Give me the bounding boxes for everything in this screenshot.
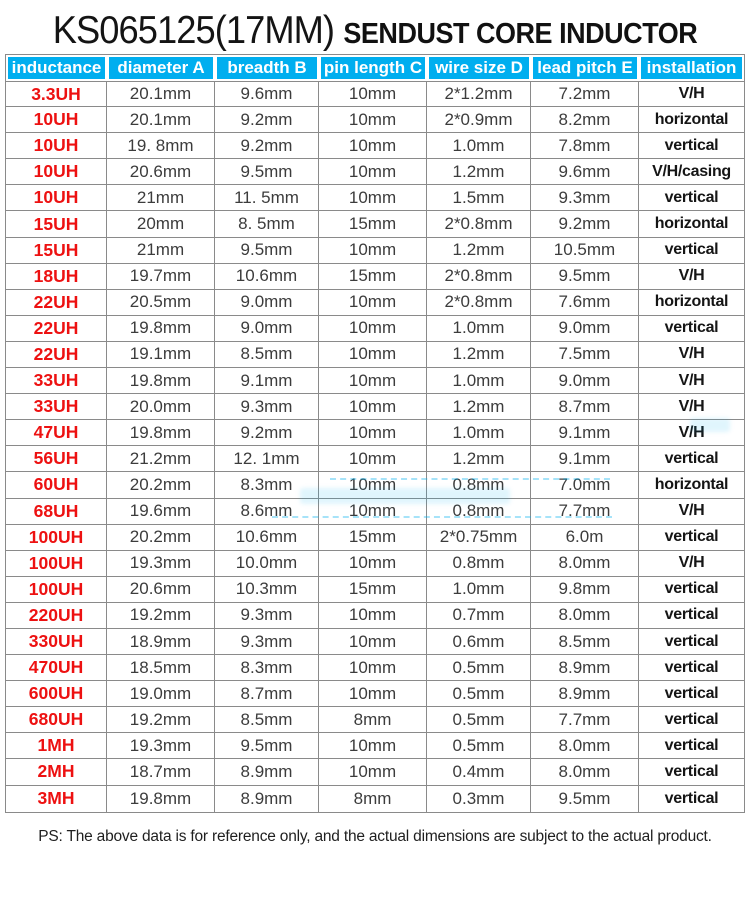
cell-pin-length: 10mm <box>319 446 427 472</box>
cell-diameter: 21mm <box>107 185 215 211</box>
cell-wire-size: 0.8mm <box>427 551 531 577</box>
cell-pin-length: 8mm <box>319 707 427 733</box>
table-row <box>6 342 744 368</box>
cell-pin-length: 10mm <box>319 551 427 577</box>
cell-diameter: 19.0mm <box>107 681 215 707</box>
cell-pin-length: 10mm <box>319 681 427 707</box>
cell-inductance: 10UH <box>6 159 107 185</box>
cell-diameter: 20.2mm <box>107 472 215 498</box>
cell-diameter: 20.2mm <box>107 525 215 551</box>
spec-table-header <box>6 55 744 81</box>
cell-inductance: 22UH <box>6 290 107 316</box>
cell-wire-size: 2*0.8mm <box>427 264 531 290</box>
cell-breadth: 9.3mm <box>215 603 319 629</box>
cell-wire-size: 1.5mm <box>427 185 531 211</box>
cell-lead-pitch: 9.1mm <box>531 420 639 446</box>
cell-diameter: 20mm <box>107 211 215 237</box>
cell-pin-length: 15mm <box>319 211 427 237</box>
cell-inductance: 330UH <box>6 629 107 655</box>
cell-installation: horizontal <box>639 211 744 237</box>
cell-pin-length: 8mm <box>319 786 427 812</box>
cell-lead-pitch: 7.6mm <box>531 290 639 316</box>
cell-wire-size: 0.5mm <box>427 681 531 707</box>
cell-inductance: 60UH <box>6 472 107 498</box>
cell-installation: V/H <box>639 551 744 577</box>
cell-wire-size: 0.8mm <box>427 472 531 498</box>
cell-lead-pitch: 8.0mm <box>531 733 639 759</box>
cell-wire-size: 2*0.8mm <box>427 211 531 237</box>
cell-lead-pitch: 7.7mm <box>531 499 639 525</box>
table-row <box>6 603 744 629</box>
cell-inductance: 18UH <box>6 264 107 290</box>
cell-inductance: 47UH <box>6 420 107 446</box>
cell-lead-pitch: 8.5mm <box>531 629 639 655</box>
product-model: KS065125(17MM) <box>52 9 335 52</box>
cell-diameter: 19. 8mm <box>107 133 215 159</box>
header-cell-installation: installation <box>639 55 744 81</box>
cell-lead-pitch: 7.8mm <box>531 133 639 159</box>
cell-installation: vertical <box>639 655 744 681</box>
cell-installation: vertical <box>639 733 744 759</box>
cell-lead-pitch: 8.0mm <box>531 551 639 577</box>
cell-wire-size: 2*0.8mm <box>427 290 531 316</box>
table-row <box>6 420 744 446</box>
cell-inductance: 10UH <box>6 107 107 133</box>
cell-installation: vertical <box>639 629 744 655</box>
cell-installation: vertical <box>639 603 744 629</box>
cell-wire-size: 0.8mm <box>427 499 531 525</box>
cell-wire-size: 0.6mm <box>427 629 531 655</box>
cell-wire-size: 0.5mm <box>427 655 531 681</box>
cell-lead-pitch: 8.2mm <box>531 107 639 133</box>
cell-diameter: 18.9mm <box>107 629 215 655</box>
cell-wire-size: 0.7mm <box>427 603 531 629</box>
table-row <box>6 238 744 264</box>
cell-breadth: 10.3mm <box>215 577 319 603</box>
header-row <box>6 55 744 81</box>
cell-diameter: 20.1mm <box>107 81 215 107</box>
cell-breadth: 9.5mm <box>215 733 319 759</box>
cell-wire-size: 1.2mm <box>427 446 531 472</box>
cell-inductance: 10UH <box>6 133 107 159</box>
cell-pin-length: 15mm <box>319 577 427 603</box>
table-row <box>6 394 744 420</box>
cell-breadth: 8.9mm <box>215 759 319 785</box>
cell-inductance: 22UH <box>6 342 107 368</box>
cell-pin-length: 10mm <box>319 472 427 498</box>
cell-pin-length: 15mm <box>319 264 427 290</box>
cell-pin-length: 10mm <box>319 603 427 629</box>
cell-breadth: 9.6mm <box>215 81 319 107</box>
cell-inductance: 15UH <box>6 211 107 237</box>
cell-breadth: 8.3mm <box>215 655 319 681</box>
cell-breadth: 8. 5mm <box>215 211 319 237</box>
cell-diameter: 20.6mm <box>107 159 215 185</box>
cell-diameter: 19.2mm <box>107 603 215 629</box>
cell-diameter: 19.7mm <box>107 264 215 290</box>
cell-diameter: 21.2mm <box>107 446 215 472</box>
cell-lead-pitch: 7.0mm <box>531 472 639 498</box>
cell-wire-size: 1.2mm <box>427 342 531 368</box>
cell-inductance: 100UH <box>6 551 107 577</box>
cell-breadth: 9.2mm <box>215 420 319 446</box>
header-cell-lead-pitch: lead pitch E <box>531 55 639 81</box>
cell-breadth: 9.3mm <box>215 629 319 655</box>
cell-pin-length: 10mm <box>319 759 427 785</box>
table-row <box>6 211 744 237</box>
table-row <box>6 499 744 525</box>
cell-installation: V/H <box>639 368 744 394</box>
cell-lead-pitch: 9.2mm <box>531 211 639 237</box>
header-cell-diameter: diameter A <box>107 55 215 81</box>
cell-pin-length: 10mm <box>319 107 427 133</box>
cell-installation: V/H <box>639 420 744 446</box>
table-row <box>6 81 744 107</box>
table-row <box>6 525 744 551</box>
cell-inductance: 22UH <box>6 316 107 342</box>
cell-breadth: 9.2mm <box>215 133 319 159</box>
cell-breadth: 9.5mm <box>215 159 319 185</box>
cell-lead-pitch: 9.5mm <box>531 786 639 812</box>
cell-diameter: 19.2mm <box>107 707 215 733</box>
cell-wire-size: 1.2mm <box>427 238 531 264</box>
cell-lead-pitch: 8.9mm <box>531 655 639 681</box>
cell-lead-pitch: 10.5mm <box>531 238 639 264</box>
cell-installation: vertical <box>639 525 744 551</box>
cell-diameter: 20.0mm <box>107 394 215 420</box>
table-row <box>6 733 744 759</box>
cell-installation: V/H <box>639 394 744 420</box>
cell-installation: vertical <box>639 238 744 264</box>
cell-wire-size: 2*0.9mm <box>427 107 531 133</box>
page-title <box>26 0 724 52</box>
cell-lead-pitch: 9.1mm <box>531 446 639 472</box>
cell-installation: V/H/casing <box>639 159 744 185</box>
cell-breadth: 10.0mm <box>215 551 319 577</box>
cell-wire-size: 1.2mm <box>427 159 531 185</box>
cell-breadth: 8.3mm <box>215 472 319 498</box>
cell-inductance: 470UH <box>6 655 107 681</box>
cell-inductance: 680UH <box>6 707 107 733</box>
cell-inductance: 100UH <box>6 525 107 551</box>
cell-pin-length: 10mm <box>319 290 427 316</box>
table-row <box>6 577 744 603</box>
cell-wire-size: 1.0mm <box>427 316 531 342</box>
cell-lead-pitch: 9.3mm <box>531 185 639 211</box>
cell-inductance: 10UH <box>6 185 107 211</box>
cell-inductance: 15UH <box>6 238 107 264</box>
cell-breadth: 9.1mm <box>215 368 319 394</box>
cell-breadth: 9.0mm <box>215 290 319 316</box>
cell-breadth: 10.6mm <box>215 525 319 551</box>
cell-lead-pitch: 9.0mm <box>531 316 639 342</box>
header-cell-pin-length: pin length C <box>319 55 427 81</box>
header-cell-breadth: breadth B <box>215 55 319 81</box>
cell-diameter: 20.1mm <box>107 107 215 133</box>
table-row <box>6 133 744 159</box>
table-row <box>6 290 744 316</box>
cell-breadth: 8.6mm <box>215 499 319 525</box>
cell-installation: vertical <box>639 759 744 785</box>
cell-installation: vertical <box>639 577 744 603</box>
cell-wire-size: 0.3mm <box>427 786 531 812</box>
table-row <box>6 185 744 211</box>
table-row <box>6 655 744 681</box>
cell-installation: vertical <box>664 789 719 807</box>
table-row <box>6 551 744 577</box>
table-row <box>6 681 744 707</box>
cell-diameter: 21mm <box>107 238 215 264</box>
cell-breadth: 9.3mm <box>215 394 319 420</box>
cell-wire-size: 1.2mm <box>427 394 531 420</box>
cell-pin-length: 15mm <box>319 525 427 551</box>
cell-diameter: 19.6mm <box>107 499 215 525</box>
cell-diameter: 19.3mm <box>107 551 215 577</box>
cell-installation: horizontal <box>639 472 744 498</box>
cell-inductance: 2MH <box>6 759 107 785</box>
cell-diameter: 19.1mm <box>107 342 215 368</box>
cell-wire-size: 0.4mm <box>427 759 531 785</box>
table-row <box>6 472 744 498</box>
cell-installation: vertical <box>639 133 744 159</box>
cell-breadth: 8.5mm <box>215 342 319 368</box>
cell-pin-length: 10mm <box>319 133 427 159</box>
cell-pin-length: 10mm <box>319 394 427 420</box>
cell-diameter: 19.3mm <box>107 733 215 759</box>
table-row <box>6 786 744 812</box>
cell-installation: V/H <box>639 264 744 290</box>
cell-inductance: 600UH <box>6 681 107 707</box>
cell-breadth: 9.0mm <box>215 316 319 342</box>
cell-pin-length: 10mm <box>319 342 427 368</box>
spec-table-body <box>6 81 744 812</box>
cell-lead-pitch: 9.8mm <box>531 577 639 603</box>
cell-wire-size: 2*0.75mm <box>427 525 531 551</box>
cell-installation: V/H <box>639 499 744 525</box>
cell-wire-size: 0.5mm <box>427 707 531 733</box>
cell-lead-pitch: 8.0mm <box>531 759 639 785</box>
cell-pin-length: 10mm <box>319 629 427 655</box>
cell-lead-pitch: 8.9mm <box>531 681 639 707</box>
cell-lead-pitch: 7.2mm <box>531 81 639 107</box>
cell-diameter: 19.8mm <box>107 420 215 446</box>
cell-breadth: 8.9mm <box>215 786 319 812</box>
cell-installation: vertical <box>639 707 744 733</box>
cell-installation: horizontal <box>639 290 744 316</box>
cell-diameter: 19.8mm <box>107 368 215 394</box>
cell-inductance: 3.3UH <box>6 81 107 107</box>
cell-lead-pitch: 9.6mm <box>531 159 639 185</box>
spec-table <box>5 54 745 813</box>
cell-breadth: 9.5mm <box>215 238 319 264</box>
cell-pin-length: 10mm <box>319 185 427 211</box>
cell-inductance: 100UH <box>6 577 107 603</box>
cell-pin-length: 10mm <box>319 733 427 759</box>
cell-pin-length: 10mm <box>319 655 427 681</box>
cell-pin-length: 10mm <box>319 81 427 107</box>
cell-pin-length: 10mm <box>319 159 427 185</box>
table-row <box>6 707 744 733</box>
product-name: SENDUST CORE INDUCTOR <box>343 18 698 50</box>
cell-breadth: 10.6mm <box>215 264 319 290</box>
cell-lead-pitch: 8.7mm <box>531 394 639 420</box>
cell-breadth: 8.7mm <box>215 681 319 707</box>
cell-breadth: 9.2mm <box>215 107 319 133</box>
cell-pin-length: 10mm <box>319 499 427 525</box>
cell-inductance: 3MH <box>6 786 107 812</box>
cell-installation: vertical <box>639 316 744 342</box>
cell-installation: horizontal <box>639 107 744 133</box>
cell-wire-size: 1.0mm <box>427 577 531 603</box>
table-row <box>6 316 744 342</box>
cell-breadth: 8.5mm <box>215 707 319 733</box>
cell-pin-length: 10mm <box>319 238 427 264</box>
cell-lead-pitch: 7.5mm <box>531 342 639 368</box>
table-row <box>6 368 744 394</box>
cell-lead-pitch: 8.0mm <box>531 603 639 629</box>
cell-wire-size: 1.0mm <box>427 133 531 159</box>
cell-inductance: 220UH <box>6 603 107 629</box>
cell-diameter: 19.8mm <box>107 316 215 342</box>
cell-inductance: 68UH <box>6 499 107 525</box>
cell-wire-size: 1.0mm <box>427 368 531 394</box>
cell-inductance: 33UH <box>6 368 107 394</box>
cell-inductance: 1MH <box>6 733 107 759</box>
table-row <box>6 759 744 785</box>
cell-diameter: 18.7mm <box>107 759 215 785</box>
cell-pin-length: 10mm <box>319 420 427 446</box>
cell-inductance: 33UH <box>6 394 107 420</box>
cell-installation: V/H <box>639 81 744 107</box>
cell-pin-length: 10mm <box>319 368 427 394</box>
table-row <box>6 159 744 185</box>
cell-lead-pitch: 7.7mm <box>531 707 639 733</box>
cell-inductance: 56UH <box>6 446 107 472</box>
cell-lead-pitch: 9.5mm <box>531 264 639 290</box>
cell-wire-size: 2*1.2mm <box>427 81 531 107</box>
footer-note: PS: The above data is for reference only, and the actual dimensions are subject to the actual product. <box>38 827 712 845</box>
cell-wire-size: 0.5mm <box>427 733 531 759</box>
cell-diameter: 20.6mm <box>107 577 215 603</box>
cell-lead-pitch: 9.0mm <box>531 368 639 394</box>
cell-wire-size: 1.0mm <box>427 420 531 446</box>
header-cell-inductance: inductance <box>6 55 107 81</box>
table-row <box>6 446 744 472</box>
cell-breadth: 12. 1mm <box>215 446 319 472</box>
cell-diameter: 19.8mm <box>107 786 215 812</box>
cell-installation: V/H <box>639 342 744 368</box>
cell-installation: vertical <box>639 185 744 211</box>
header-cell-wire-size: wire size D <box>427 55 531 81</box>
cell-diameter: 18.5mm <box>107 655 215 681</box>
table-row <box>6 264 744 290</box>
cell-installation: vertical <box>639 446 744 472</box>
cell-breadth: 11. 5mm <box>215 185 319 211</box>
cell-diameter: 20.5mm <box>107 290 215 316</box>
table-row <box>6 629 744 655</box>
cell-lead-pitch: 6.0m <box>531 525 639 551</box>
table-row <box>6 107 744 133</box>
cell-pin-length: 10mm <box>319 316 427 342</box>
cell-installation: vertical <box>639 681 744 707</box>
